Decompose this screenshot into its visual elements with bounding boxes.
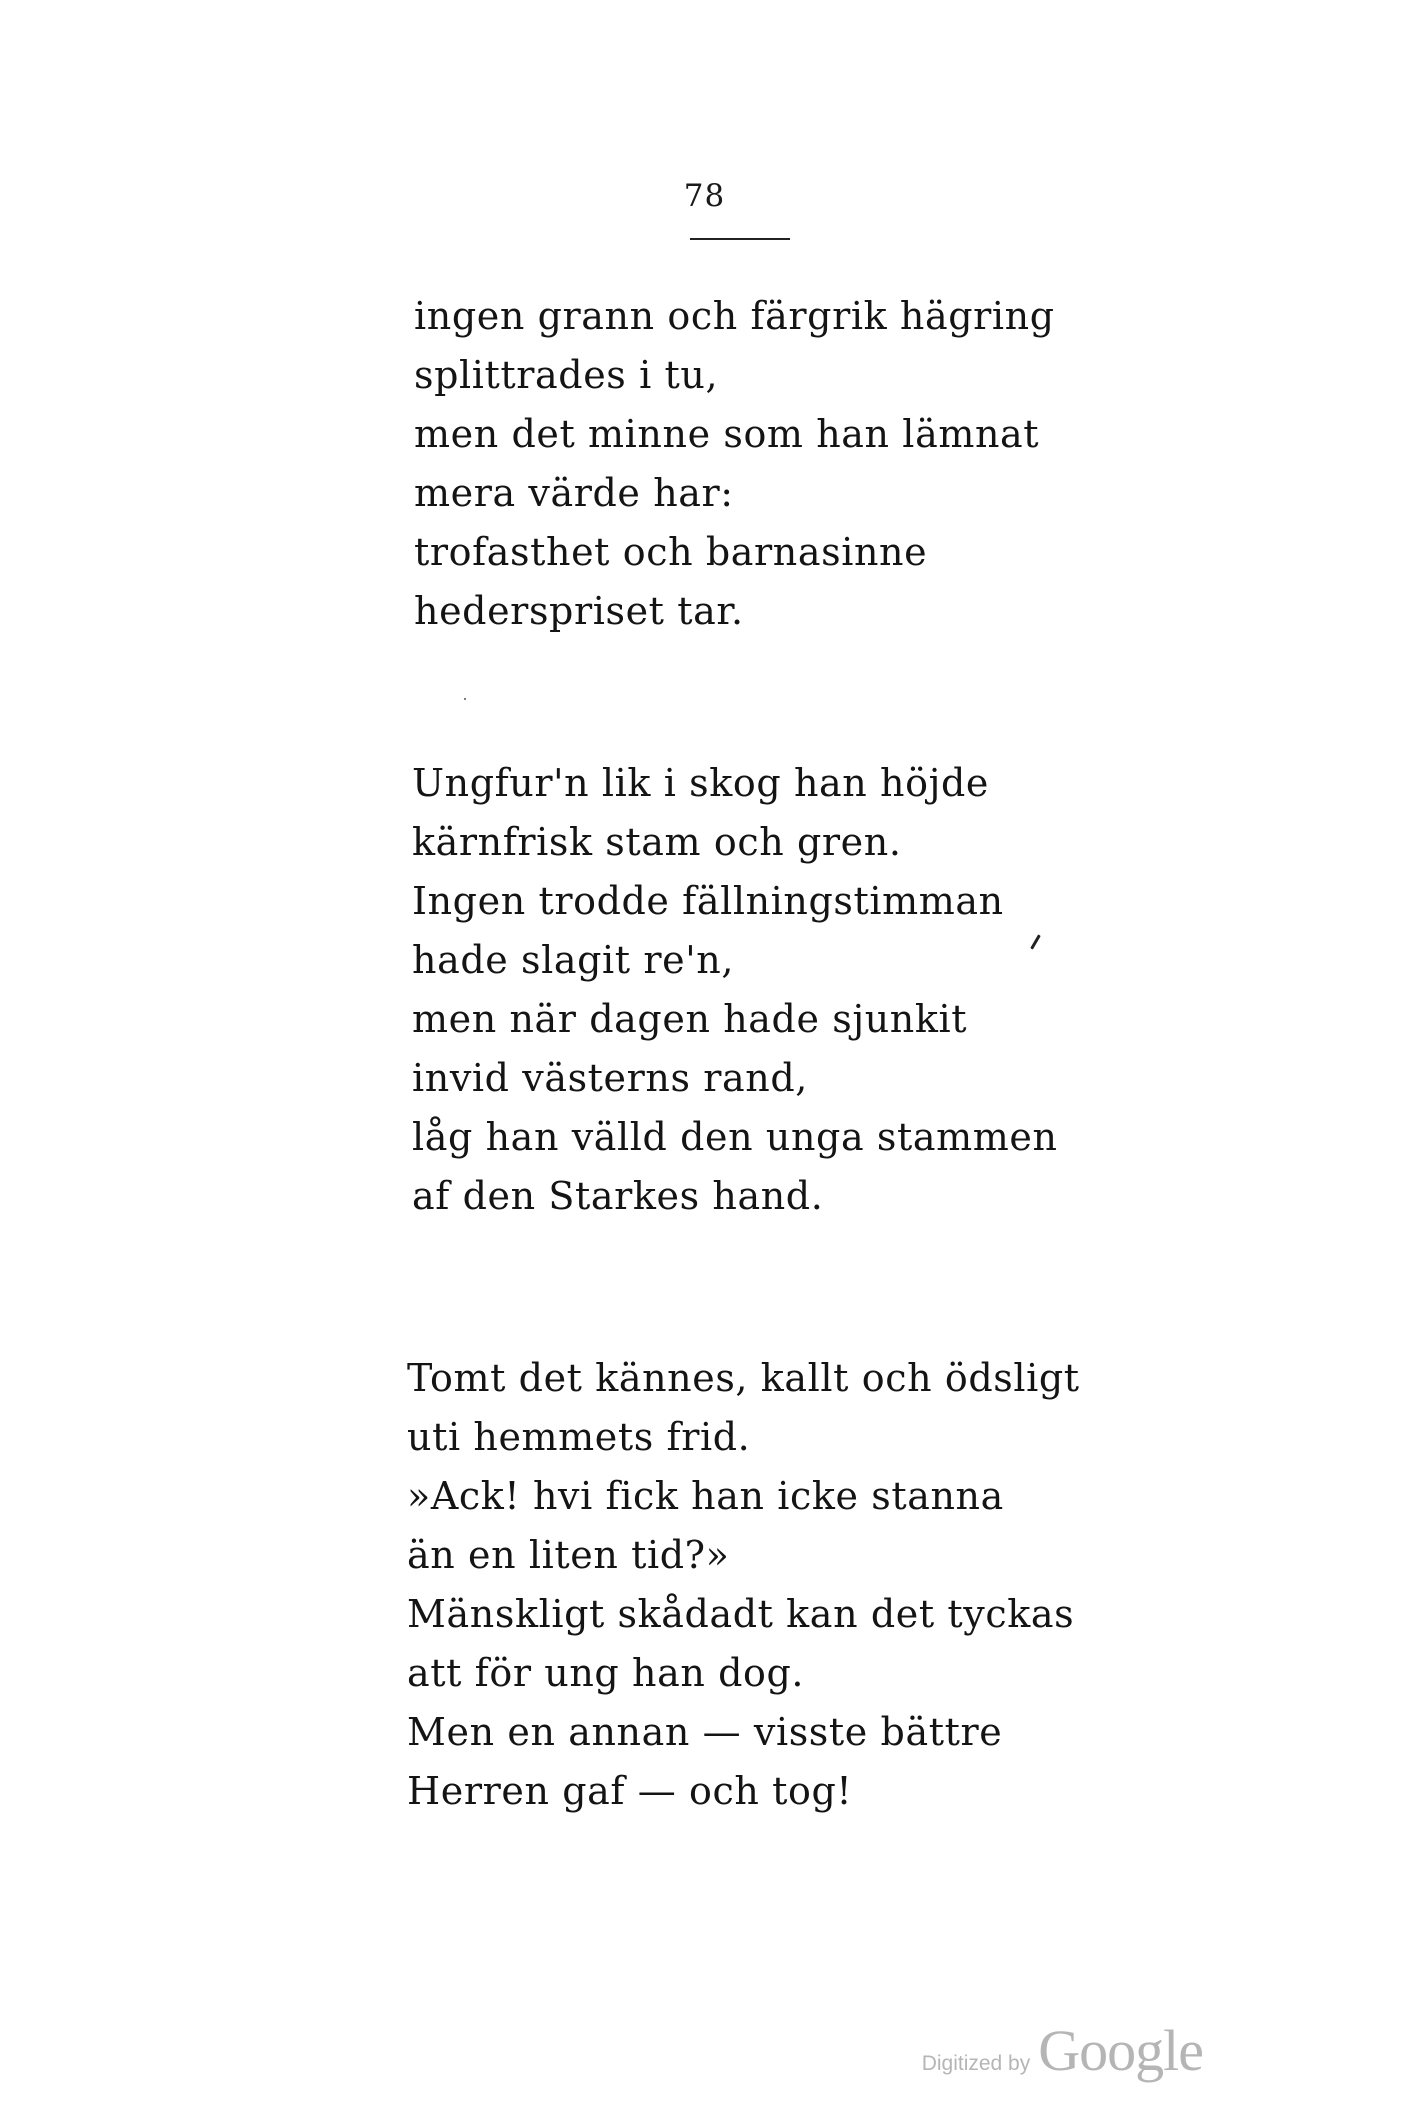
stanza-line: splittrades i tu, — [414, 353, 719, 397]
stanza-line: Herren gaf — och tog! — [407, 1769, 853, 1813]
stanza-line: mera värde har: — [414, 471, 734, 515]
stanza-line: uti hemmets frid. — [407, 1415, 751, 1459]
stanza-line: men det minne som han lämnat — [414, 412, 1040, 456]
stanza-line: än en liten tid?» — [407, 1533, 730, 1577]
stanza-line: »Ack! hvi fick han icke stanna — [407, 1474, 1004, 1518]
digitized-label: Digitized by — [921, 2052, 1031, 2075]
stanza-3 — [407, 1349, 1080, 1821]
stanza-line: ingen grann och färgrik hägring — [414, 294, 1055, 338]
stanza-line: men när dagen hade sjunkit — [412, 997, 968, 1041]
stanza-line: kärnfrisk stam och gren. — [412, 820, 902, 864]
page-number: 78 — [683, 178, 726, 214]
stanza-line: hade slagit re'n, — [412, 938, 735, 982]
stanza-line: hederspriset tar. — [414, 589, 744, 633]
stanza-line: låg han välld den unga stammen — [412, 1115, 1058, 1159]
stanza-line: af den Starkes hand. — [412, 1174, 824, 1218]
stanza-2 — [412, 754, 1058, 1226]
stanza-line: Tomt det kännes, kallt och ödsligt — [407, 1356, 1080, 1400]
stanza-line: invid västerns rand, — [412, 1056, 808, 1100]
digitized-by-watermark — [921, 2018, 1203, 2083]
header-rule — [690, 238, 790, 240]
stanza-line: att för ung han dog. — [407, 1651, 805, 1695]
stanza-line: Men en annan — visste bättre — [407, 1710, 1003, 1754]
stanza-line: Mänskligt skådadt kan det tyckas — [407, 1592, 1075, 1636]
stanza-line: Ingen trodde fällningstimman — [412, 879, 1004, 923]
stanza-1 — [414, 287, 1055, 641]
google-logo: Google — [1038, 2018, 1203, 2083]
print-speck — [464, 698, 466, 700]
stanza-line: Ungfur'n lik i skog han höjde — [412, 761, 990, 805]
stanza-line: trofasthet och barnasinne — [414, 530, 928, 574]
